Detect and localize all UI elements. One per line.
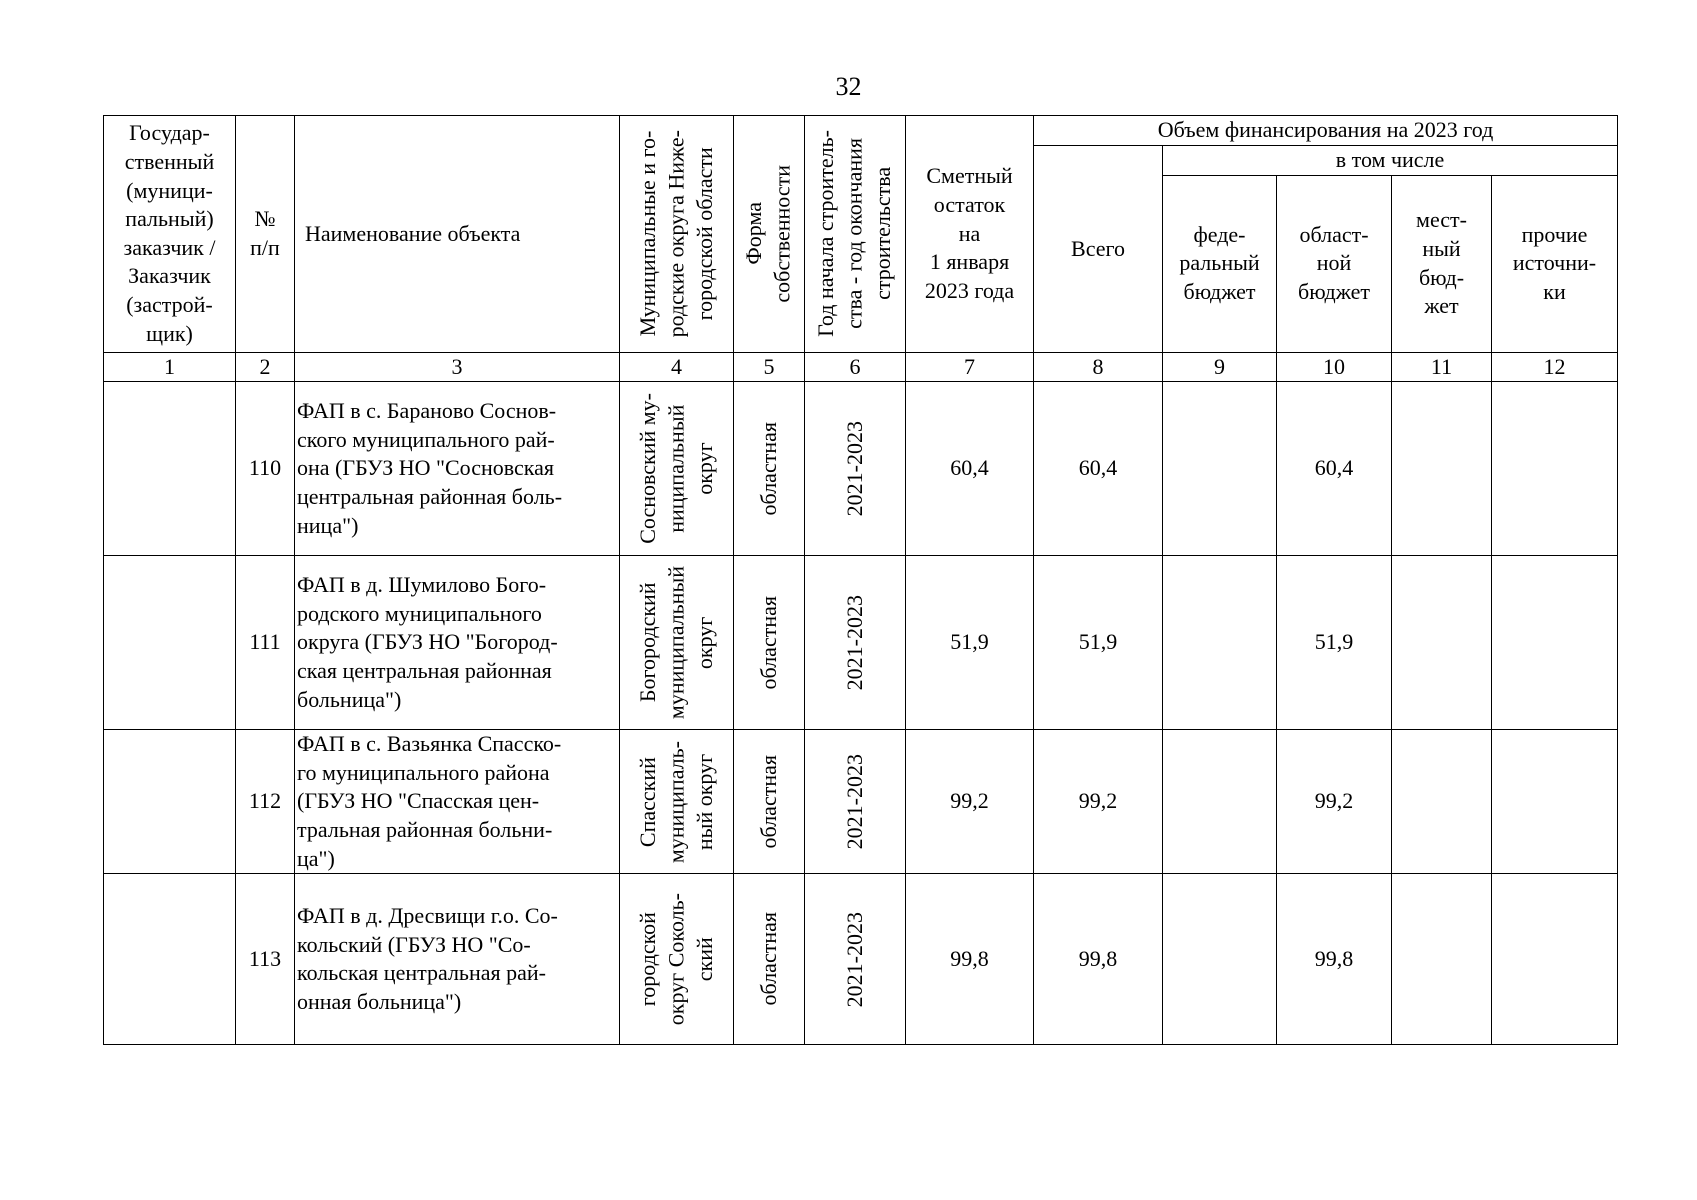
cell-local — [1392, 382, 1492, 556]
cell-object-name: ФАП в д. Шумилово Бого- родского муниципального округа (ГБУЗ НО "Богород- ская центральная районная больница") — [295, 556, 620, 730]
cell-local — [1392, 556, 1492, 730]
header-total: Всего — [1034, 146, 1163, 353]
cell-municipality: Спасский муниципаль- ный округ — [620, 730, 734, 874]
cell-number: 110 — [236, 382, 295, 556]
column-number: 1 — [104, 352, 236, 382]
header-regional: област- ной бюджет — [1277, 175, 1392, 352]
cell-estimate: 51,9 — [906, 556, 1034, 730]
cell-years: 2021-2023 — [805, 730, 906, 874]
table-row — [104, 556, 1618, 730]
table-row — [104, 730, 1618, 874]
column-number: 3 — [295, 352, 620, 382]
table-row — [104, 382, 1618, 556]
cell-total: 51,9 — [1034, 556, 1163, 730]
column-number: 9 — [1163, 352, 1277, 382]
column-number: 5 — [734, 352, 805, 382]
cell-federal — [1163, 730, 1277, 874]
cell-regional: 99,2 — [1277, 730, 1392, 874]
cell-other — [1492, 730, 1618, 874]
page-number: 32 — [835, 72, 862, 101]
cell-years: 2021-2023 — [805, 556, 906, 730]
cell-regional: 99,8 — [1277, 874, 1392, 1045]
column-number: 6 — [805, 352, 906, 382]
cell-estimate: 99,2 — [906, 730, 1034, 874]
header-local: мест- ный бюд- жет — [1392, 175, 1492, 352]
cell-ownership: областная — [734, 556, 805, 730]
cell-ownership: областная — [734, 730, 805, 874]
financing-table — [103, 115, 1618, 1045]
cell-other — [1492, 874, 1618, 1045]
cell-estimate: 99,8 — [906, 874, 1034, 1045]
header-customer: Государ- ственный (муници- пальный) заказчик / Заказчик (застрой- щик) — [104, 116, 236, 353]
cell-other — [1492, 556, 1618, 730]
column-number: 10 — [1277, 352, 1392, 382]
header-funding-group: Объем финансирования на 2023 год — [1034, 116, 1618, 146]
cell-customer — [104, 556, 236, 730]
table-body — [104, 382, 1618, 1045]
cell-municipality: Богородский муниципальный округ — [620, 556, 734, 730]
cell-object-name: ФАП в с. Вазьянка Спасско- го муниципального района (ГБУЗ НО "Спасская цен- тральная районная больни- ца") — [295, 730, 620, 874]
header-number: № п/п — [236, 116, 295, 353]
cell-customer — [104, 874, 236, 1045]
cell-years: 2021-2023 — [805, 874, 906, 1045]
cell-other — [1492, 382, 1618, 556]
cell-federal — [1163, 382, 1277, 556]
cell-object-name: ФАП в с. Бараново Соснов- ского муниципального рай- она (ГБУЗ НО "Сосновская центральная районная боль- ница") — [295, 382, 620, 556]
cell-local — [1392, 874, 1492, 1045]
header-ownership: Форма собственности — [734, 116, 805, 353]
cell-number: 111 — [236, 556, 295, 730]
cell-ownership: областная — [734, 874, 805, 1045]
cell-number: 113 — [236, 874, 295, 1045]
cell-total: 60,4 — [1034, 382, 1163, 556]
cell-local — [1392, 730, 1492, 874]
cell-total: 99,2 — [1034, 730, 1163, 874]
cell-municipality: городской округ Соколь- ский — [620, 874, 734, 1045]
cell-years: 2021-2023 — [805, 382, 906, 556]
cell-number: 112 — [236, 730, 295, 874]
cell-regional: 60,4 — [1277, 382, 1392, 556]
table-row — [104, 874, 1618, 1045]
column-number: 7 — [906, 352, 1034, 382]
column-number: 4 — [620, 352, 734, 382]
header-federal: феде- ральный бюджет — [1163, 175, 1277, 352]
cell-ownership: областная — [734, 382, 805, 556]
cell-federal — [1163, 556, 1277, 730]
column-number: 12 — [1492, 352, 1618, 382]
table-header — [104, 116, 1618, 382]
cell-municipality: Сосновский му- ниципальный округ — [620, 382, 734, 556]
header-years: Год начала строитель- ства - год окончания строительства — [805, 116, 906, 353]
header-object-name: Наименование объекта — [295, 116, 620, 353]
header-including: в том числе — [1163, 146, 1618, 176]
cell-object-name: ФАП в д. Дресвищи г.о. Со- кольский (ГБУЗ НО "Со- кольская центральная рай- онная больница") — [295, 874, 620, 1045]
cell-estimate: 60,4 — [906, 382, 1034, 556]
column-number: 8 — [1034, 352, 1163, 382]
column-number: 2 — [236, 352, 295, 382]
column-number: 11 — [1392, 352, 1492, 382]
header-other: прочие источни- ки — [1492, 175, 1618, 352]
header-estimate: Сметный остаток на 1 января 2023 года — [906, 116, 1034, 353]
header-municipality: Муниципальные и го- родские округа Ниже- городской области — [620, 116, 734, 353]
cell-customer — [104, 730, 236, 874]
column-number-row — [104, 352, 1618, 382]
cell-customer — [104, 382, 236, 556]
cell-regional: 51,9 — [1277, 556, 1392, 730]
cell-federal — [1163, 874, 1277, 1045]
cell-total: 99,8 — [1034, 874, 1163, 1045]
